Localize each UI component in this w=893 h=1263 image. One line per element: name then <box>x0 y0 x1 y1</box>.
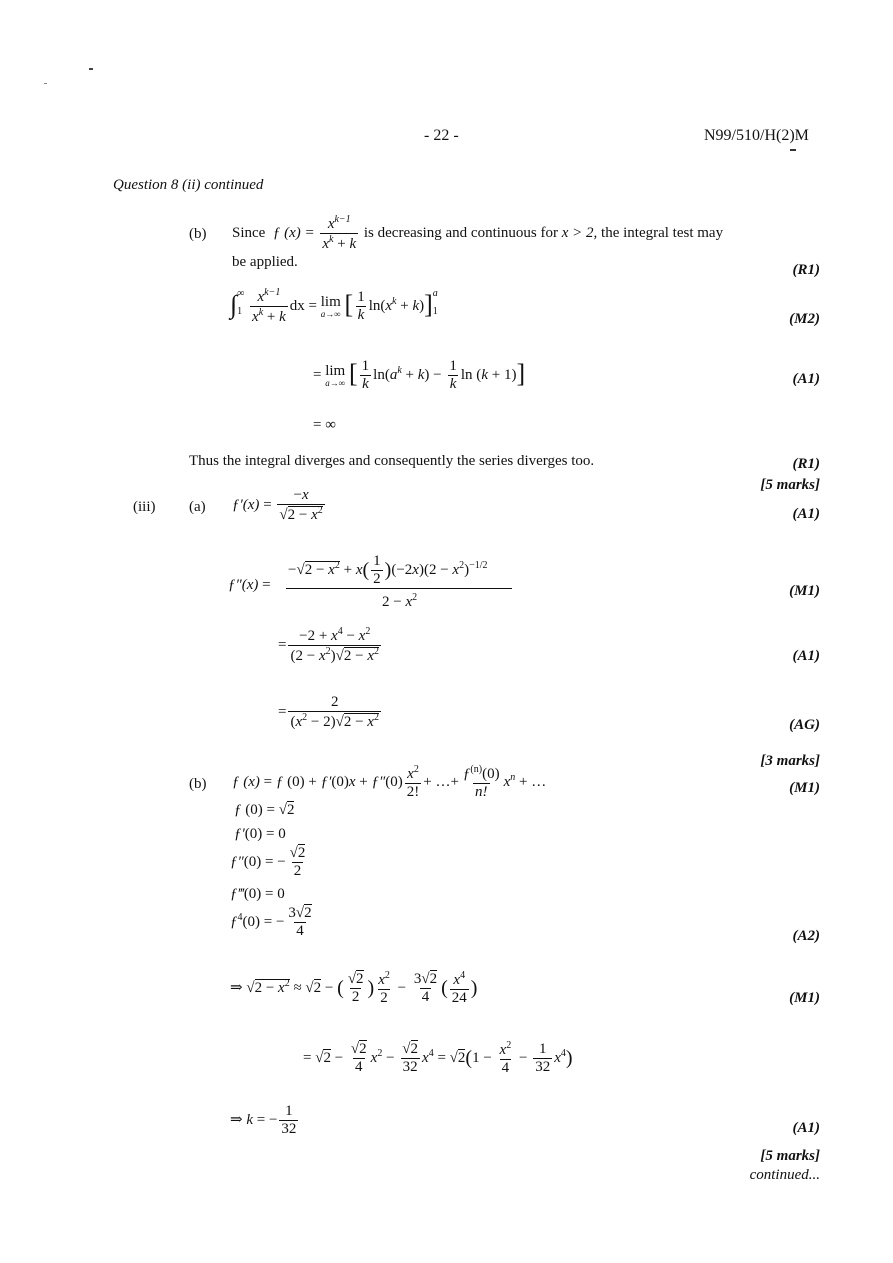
series-approximation: ⇒ $√2 - x^2 \approx √2$ − ( $\frac{√2}{2}$ ) $\frac{x^2}{2}$ − $\frac{3√2}{4}$ ( $\frac{x^4}{24}$ ) <box>230 970 478 1007</box>
limit-expression: = lim a→∞ [ $\frac{1}{k}$ $\ln(a^k + k)$ − $\frac{1}{k}$ ln (k + 1)] <box>313 358 526 393</box>
mark-r1-2: (R1) <box>792 456 820 472</box>
mark-r1: (R1) <box>792 262 820 278</box>
integral-test-text: the integral test may <box>601 225 724 242</box>
continued-text: continued... <box>749 1167 820 1183</box>
series-simplified: = √2 − $\frac{√2}{4}$ $x^2$ − $\frac{√2}{32}$ $x^4 = √2(1$ − $\frac{x^2}{4}$ − $\frac{1}{32}$ $x^4$) <box>303 1040 573 1077</box>
f-double-prime-zero: ƒ″(0) = − $\frac{√2}{2}$ <box>230 845 306 880</box>
f-prime-zero: ƒ′(0) = 0 <box>234 826 286 842</box>
mark-a1-iii-2: (A1) <box>792 648 820 664</box>
function-f-of-x: ƒ (x) = <box>269 225 315 242</box>
k-value: ⇒ k = − $\frac{1}{32}$ <box>230 1103 297 1138</box>
integral-expression: $\int_1^\infty$ $\frac{x^{k-1}}{x^k + k}$ dx = lim a→∞ [ $\frac{1}{k}$ $\ln(x^k + k)]_1^a$ <box>230 287 438 326</box>
mark-a1-iii: (A1) <box>792 506 820 522</box>
scan-speck <box>89 68 93 70</box>
question-title: Question 8 (ii) continued <box>113 177 264 193</box>
reference-underline-mark <box>790 149 796 151</box>
part-a-label: (a) <box>189 499 206 515</box>
mark-m2: (M2) <box>789 311 820 327</box>
total-marks-iii-b: [5 marks] <box>760 1148 820 1164</box>
second-derivative-simplified: = $\frac{-2 + x^4 - x^2}{(2 - x^2)√2 - x^2}$ <box>278 626 379 665</box>
first-derivative: ƒ′(x) = $\frac{-x}{√2 - x^2}$ <box>232 487 323 524</box>
domain-condition: x > 2, <box>561 225 598 242</box>
second-derivative-final: = $\frac{2}{(x^2 - 2)√2 - x^2}$ <box>278 694 379 731</box>
part-b-label: (b) <box>189 226 207 242</box>
f-triple-prime-zero: ƒ‴(0) = 0 <box>230 886 285 902</box>
decreasing-text: is decreasing and continuous for <box>363 225 558 242</box>
part-iii-label: (iii) <box>133 499 156 515</box>
since-word: Since <box>232 225 266 242</box>
second-derivative-bar <box>286 588 512 589</box>
mark-a1-b: (A1) <box>792 1120 820 1136</box>
mark-ag: (AG) <box>789 717 820 733</box>
function-fraction: $\frac{x^{k-1}}{x^k + k}$ <box>322 214 357 253</box>
conclusion-text: Thus the integral diverges and consequently the series diverges too. <box>189 453 595 469</box>
infinity-result: = ∞ <box>313 417 336 433</box>
f-zero: ƒ (0) = √2 <box>234 802 295 818</box>
maclaurin-series: ƒ (x) = ƒ (0) + ƒ′(0)x + ƒ″(0) $\frac{x^2}{2!}$ + …+ $\frac{ƒ^{(n)}(0)}{n!}$ $x^n$ + … <box>232 764 547 801</box>
mark-m1-iii: (M1) <box>789 583 820 599</box>
mark-a2: (A2) <box>792 928 820 944</box>
part-b-label-iii: (b) <box>189 776 207 792</box>
scan-speck <box>44 83 47 84</box>
mark-a1: (A1) <box>792 371 820 387</box>
total-marks-iii-a: [3 marks] <box>760 753 820 769</box>
page-number: - 22 - <box>424 127 459 144</box>
second-derivative-numerator: $-√2 - x^2 + x$( $\frac{1}{2}$ )$(-2x)(2 - x^2)^{-1/2}$ <box>288 553 488 588</box>
second-derivative-label: ƒ″(x) = <box>228 577 271 593</box>
second-derivative-denominator: $2 - x^2$ <box>382 592 418 610</box>
applied-text: be applied. <box>232 254 298 270</box>
since-statement <box>232 214 723 254</box>
mark-m1-b-2: (M1) <box>789 990 820 1006</box>
document-reference: N99/510/H(2)M <box>704 127 809 144</box>
mark-m1-b: (M1) <box>789 780 820 796</box>
total-marks-ii-b: [5 marks] <box>760 477 820 493</box>
f-fourth-zero: $ƒ^4(0)$ = − $\frac{3√2}{4}$ <box>230 905 312 940</box>
